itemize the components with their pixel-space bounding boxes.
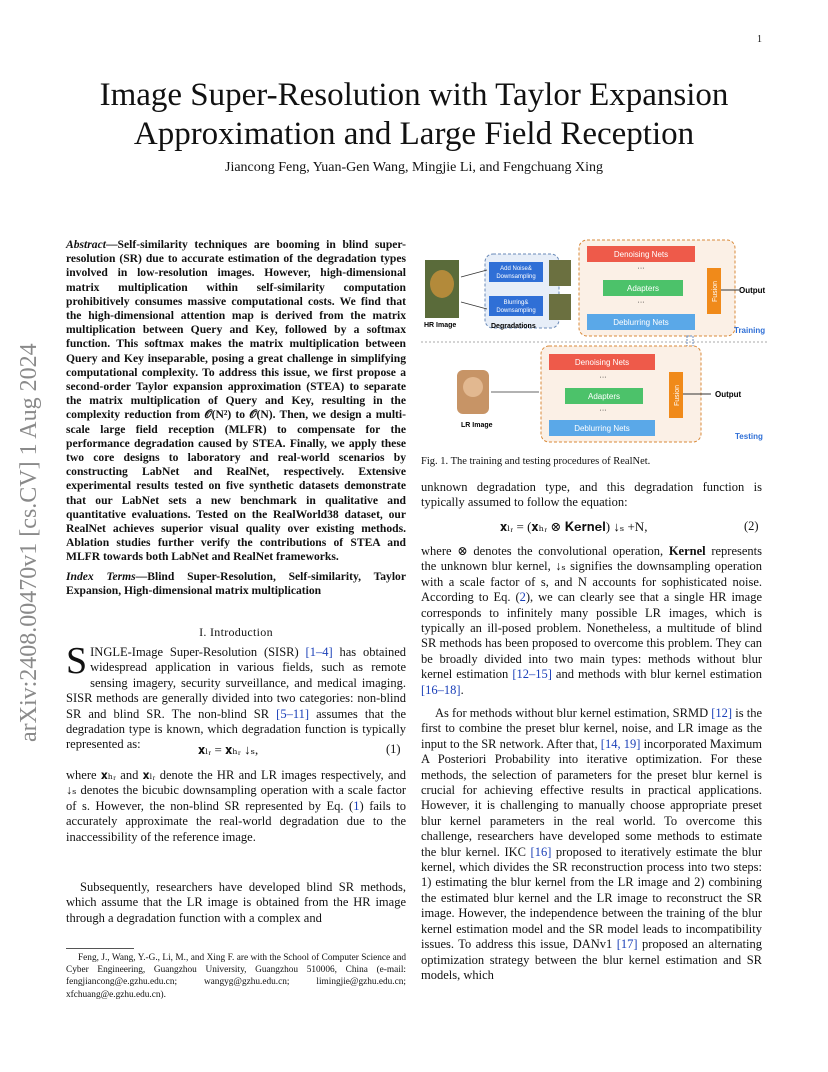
arxiv-stamp	[6, 290, 46, 750]
face-image	[463, 377, 483, 397]
text: proposed to iteratively estimate the blur kernel, which divides the SR reconstruction process into two steps: 1) estimating the blur kernel from the LR image and 2) combining the estimated blur kernel and the LR image to reconstruct the SR image. However, the independence between the training of the blur kernel estimation model and the SR model leads to incompatibility issues. To address this issue, DANv1	[421, 844, 762, 952]
degraded-image	[549, 260, 571, 286]
ellipsis: ···	[637, 299, 645, 306]
deblurring-label: Deblurring Nets	[574, 424, 630, 433]
index-terms	[66, 570, 406, 598]
arrow	[461, 302, 487, 309]
index-terms-label: Index Terms	[66, 570, 136, 583]
text: assumes that the degradation type is known, which degradation function is typically represented as:	[66, 706, 406, 752]
right-paragraph-2	[421, 544, 762, 698]
text: As for methods without blur kernel estimation, SRMD	[435, 706, 712, 720]
output-label: Output	[715, 390, 742, 399]
footnote: Feng, J., Wang, Y.-G., Li, M., and Xing F. are with the School of Computer Science and Cyber Engineering, Guangzhou University, Guangzhou 510006, China (e-mail: fengjiancong@e.gzhu.edu.cn; wangyg@gzhu.edu.cn; limingjie@gzhu.edu.cn; xfchuang@e.gzhu.edu.cn).	[66, 953, 406, 1000]
paper-title	[66, 76, 762, 154]
citation-link[interactable]: [16]	[530, 844, 552, 859]
citation-link[interactable]: [5–11]	[276, 706, 310, 721]
citation-link[interactable]: [17]	[616, 937, 638, 952]
intro-paragraph-1	[66, 640, 406, 753]
figure-caption: Fig. 1. The training and testing procedures of RealNet.	[421, 456, 651, 467]
title-line-1: Image Super-Resolution with Taylor Expansion	[99, 77, 729, 113]
denoising-label: Denoising Nets	[574, 358, 630, 367]
section-heading: I. Introduction	[199, 625, 273, 639]
text: is the first to combine the preset blur kernel, noise, and LR image as the input to the SR network. After that,	[421, 706, 762, 751]
text: has obtained widespread application in various fields, such as remote sensing imagery, security surveillance, and medical imaging. SISR methods are generally divided into two categories: non-blind SR and blind SR. The non-blind SR	[66, 645, 406, 721]
equation-ref-link[interactable]: 2	[519, 590, 526, 605]
citation-link[interactable]: [12–15]	[512, 667, 552, 682]
blurring-label: Blurring&	[503, 300, 529, 306]
downsampling-label: Downsampling	[496, 308, 536, 314]
equation-2: 𝐱ₗᵣ = (𝐱ₕᵣ ⊗ 𝐊𝐞𝐫𝐧𝐞𝐥) ↓ₛ +N,	[500, 519, 648, 534]
text: where ⊗ denotes the convolutional operation,	[421, 544, 669, 558]
footnote-rule	[66, 948, 134, 949]
text: and methods with blur kernel estimation	[551, 667, 763, 682]
text: ), we can clearly see that a single HR image corresponds to infinitely many possible LR images, which is typically an ill-posed problem. Nonetheless, a multitude of blind SR methods has been proposed to overcome this problem. They can be broadly divided into two main types: methods without blur kernel estimation	[421, 590, 762, 682]
degradations-label: Degradations	[491, 323, 536, 330]
ellipsis: ···	[599, 374, 607, 381]
text: .	[460, 682, 464, 697]
equation-ref-link[interactable]: 1	[353, 798, 360, 813]
hr-label: HR Image	[424, 322, 457, 329]
citation-link[interactable]: [12]	[711, 706, 733, 720]
equation-2-number: (2)	[744, 519, 759, 533]
adapters-label: Adapters	[626, 284, 660, 293]
right-paragraph-1: unknown degradation type, and this degradation function is typically assumed to follow the equation:	[421, 480, 762, 510]
drop-cap: S	[66, 640, 88, 682]
kernel-term: Kernel	[668, 544, 706, 558]
fusion-label: Fusion	[674, 384, 681, 406]
index-terms-text: —Blind Super-Resolution, Self-similarity, Taylor Expansion, High-dimensional matrix multiplication	[66, 570, 406, 598]
degraded-image	[549, 294, 571, 320]
butterfly-image	[430, 270, 454, 298]
intro-paragraph-2	[66, 768, 406, 845]
testing-label: Testing	[735, 432, 763, 441]
add-noise-label: Add Noise&	[500, 266, 532, 272]
text: INGLE-Image Super-Resolution (SISR)	[90, 645, 306, 659]
abstract-text: —Self-similarity techniques are booming in blind super-resolution (SR) due to accurate estimation of the degradation types involved in low-resolution images. However, high-dimensional matrix multiplication within self-similarity computation prohibitively consumes massive computational costs. We find that the high-dimensional attention map is derived from the matrix multiplication between Query and Key, followed by a softmax function. This softmax makes the matrix multiplication between Query and Key inseparable, posing a great challenge in simplifying computational complexity. To address this issue, we first propose a second-order Taylor expansion approximation (STEA) to separate the matrix multiplication of Query and Key, resulting in the complexity reduction from 𝒪(N²) to 𝒪(N). Then, we design a multi-scale large field reception (MLFR) to compensate for the performance degradation caused by STEA. Finally, we apply these two core designs to laboratory and real-world scenarios by constructing LabNet and RealNet, respectively. Extensive experimental results tested on five synthetic datasets demonstrate that our LabNet sets a new benchmark in qualitative and quantitative evaluations. Tested on the RealWorld38 dataset, our RealNet achieves superior visual quality over existing methods. Ablation studies further verify the contributions of STEA and MLFR towards both LabNet and RealNet frameworks.	[66, 238, 406, 564]
right-paragraph-3	[421, 706, 762, 983]
abstract	[66, 238, 406, 565]
citation-link[interactable]: [16–18]	[421, 682, 461, 697]
equation-1: 𝐱ₗᵣ = 𝐱ₕᵣ ↓ₛ,	[198, 742, 259, 757]
arrow	[461, 270, 487, 277]
author-list: Jiancong Feng, Yuan-Gen Wang, Mingjie Li, and Fengchuang Xing	[225, 160, 603, 175]
output-label: Output	[739, 286, 766, 295]
figure-1	[421, 232, 767, 446]
text: where 𝐱ₕᵣ and 𝐱ₗᵣ denote the HR and LR images respectively, and ↓ₛ denotes the bicubic downsampling operation with a scale factor of s. However, the non-blind SR represented by Eq. (	[66, 768, 406, 813]
text: incorporated Maximum A Posteriori Probability into iterative optimization. For these methods, the selection of parameters for the preset blur kernel is crucial for achieving effective results in practical applications. However, it is challenging to manually choose appropriate preset blur kernel parameters in the real world. To overcome this challenge, researchers have developed some methods to estimate the blur kernel. IKC	[421, 736, 763, 859]
abstract-label: Abstract	[66, 238, 106, 251]
fusion-label: Fusion	[712, 280, 719, 302]
ellipsis: ···	[637, 265, 645, 272]
training-label: Training	[734, 326, 766, 335]
title-line-2: Approximation and Large Field Reception	[133, 116, 695, 152]
lr-label: LR Image	[461, 422, 493, 429]
page-number: 1	[757, 34, 762, 45]
intro-paragraph-3: Subsequently, researchers have developed blind SR methods, which assume that the LR image is obtained from the HR image through a degradation function with a complex and	[66, 880, 406, 925]
downsampling-label: Downsampling	[496, 274, 536, 280]
text: proposed an alternating optimization strategy between the blur kernel estimation and SR models, which	[421, 937, 763, 982]
ellipsis: ···	[599, 407, 607, 414]
deblurring-label: Deblurring Nets	[613, 318, 669, 327]
equation-1-number: (1)	[386, 742, 401, 756]
adapters-label: Adapters	[587, 392, 621, 401]
arxiv-id: arXiv:2408.00470v1 [cs.CV] 1 Aug 2024	[16, 343, 42, 742]
denoising-label: Denoising Nets	[613, 250, 669, 259]
text: represents the unknown blur kernel, ↓ₛ signifies the downsampling operation with a scale factor of s, and N accounts for sophisticated noise. According to Eq. (	[421, 544, 762, 605]
citation-link[interactable]: [14, 19]	[600, 736, 641, 751]
text: ) fails to accurately approximate the real-world degradation due to the inaccessibility of the reference image.	[66, 798, 406, 844]
citation-link[interactable]: [1–4]	[305, 645, 333, 659]
